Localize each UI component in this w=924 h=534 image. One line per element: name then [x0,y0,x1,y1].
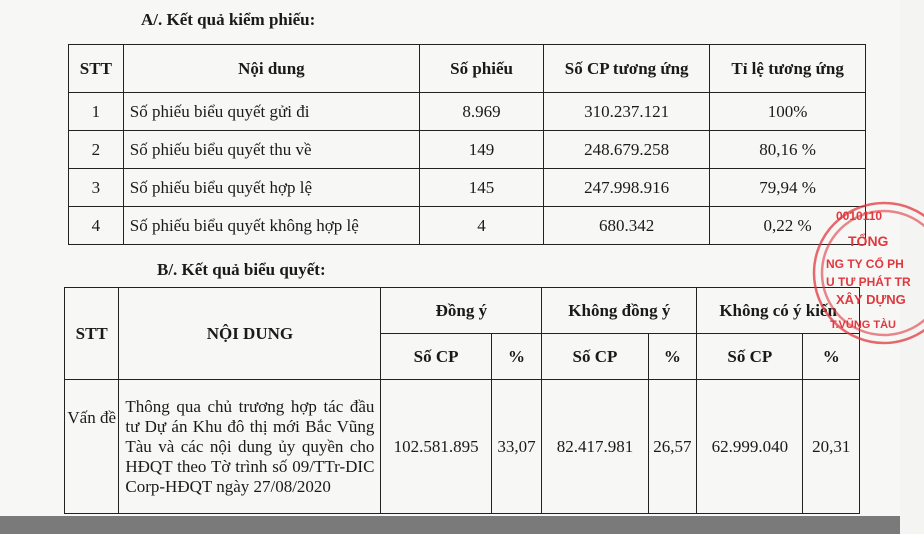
cell-no-opinion-percent: 20,31 [803,380,860,514]
cell-ratio: 80,16 % [710,131,866,169]
header-no-opinion: Không có ý kiến [697,288,860,334]
table-header-row [69,45,866,93]
header-disagree-percent: % [648,334,697,380]
cell-votes: 4 [420,207,544,245]
table-row [69,131,866,169]
cell-stt: 2 [69,131,124,169]
table-header-row [65,288,860,334]
cell-stt: 1 [69,93,124,131]
cell-no-opinion-shares: 62.999.040 [697,380,803,514]
seal-text-line: 0010110 [836,209,883,223]
cell-content: Số phiếu biểu quyết gửi đi [123,93,419,131]
cell-votes: 149 [420,131,544,169]
seal-text-line: NG TY CỔ PH [826,257,904,271]
header-agree: Đồng ý [381,288,542,334]
cell-stt: 4 [69,207,124,245]
cell-shares: 680.342 [544,207,710,245]
header-disagree: Không đồng ý [542,288,697,334]
seal-text-line: TỔNG [848,233,889,249]
cell-ratio: 79,94 % [710,169,866,207]
ballot-count-table [68,44,866,245]
seal-text-line: T.VŨNG TÀU [830,319,896,331]
cell-votes: 145 [420,169,544,207]
seal-text-line: U TƯ PHÁT TR [826,275,911,289]
table-row [69,207,866,245]
cell-agree-percent: 33,07 [491,380,542,514]
header-stt: STT [69,45,124,93]
header-stt: STT [65,288,119,380]
cell-shares: 248.679.258 [544,131,710,169]
voting-result-table [64,287,860,514]
header-disagree-shares: Số CP [542,334,648,380]
cell-agree-shares: 102.581.895 [381,380,491,514]
bottom-edge [0,516,900,534]
table-row [69,93,866,131]
header-shares: Số CP tương ứng [544,45,710,93]
table-row [69,169,866,207]
cell-content: Thông qua chủ trương hợp tác đầu tư Dự án Khu đô thị mới Bắc Vũng Tàu và các nội dung ủy quyền cho HĐQT theo Tờ trình số 09/TTr-DIC Corp-HĐQT ngày 27/08/2020 [119,380,381,514]
cell-disagree-shares: 82.417.981 [542,380,648,514]
cell-row-label: Vấn đề [65,380,119,514]
cell-content: Số phiếu biểu quyết thu về [123,131,419,169]
cell-ratio: 0,22 % [710,207,866,245]
header-no-opinion-shares: Số CP [697,334,803,380]
cell-shares: 247.998.916 [544,169,710,207]
cell-disagree-percent: 26,57 [648,380,697,514]
header-ratio: Tỉ lệ tương ứng [710,45,866,93]
header-votes: Số phiếu [420,45,544,93]
table-row [65,380,860,514]
header-no-opinion-percent: % [803,334,860,380]
section-a-title: A/. Kết quả kiểm phiếu: [141,10,316,29]
cell-content: Số phiếu biểu quyết hợp lệ [123,169,419,207]
cell-stt: 3 [69,169,124,207]
header-content: NỘI DUNG [119,288,381,380]
cell-ratio: 100% [710,93,866,131]
header-content: Nội dung [123,45,419,93]
section-b-title: B/. Kết quả biểu quyết: [157,260,326,279]
header-agree-percent: % [491,334,542,380]
cell-content: Số phiếu biểu quyết không hợp lệ [123,207,419,245]
cell-shares: 310.237.121 [544,93,710,131]
header-agree-shares: Số CP [381,334,491,380]
seal-text-line: XÂY DỰNG [836,292,906,307]
cell-votes: 8.969 [420,93,544,131]
